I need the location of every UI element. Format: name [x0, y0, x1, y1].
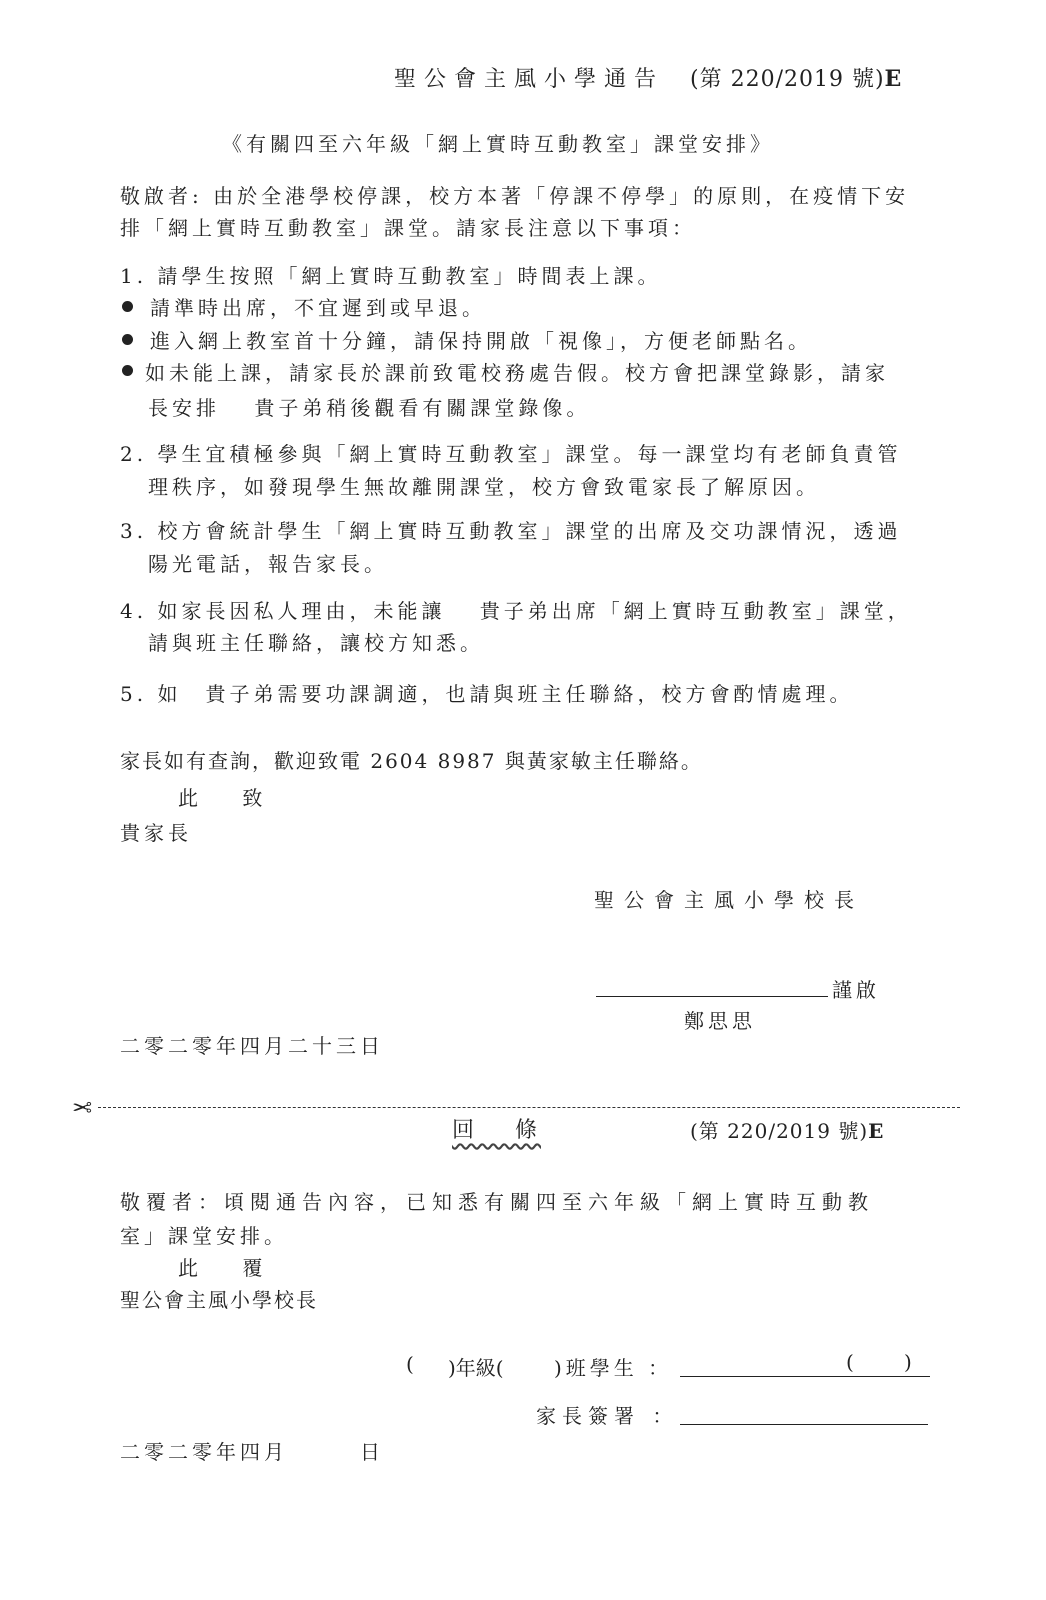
item-4-line-2: 請與班主任聯絡，讓校方知悉。 [148, 631, 484, 655]
item-3-line-1: 3. 校方會統計學生「網上實時互動教室」課堂的出席及交功課情況，透過 [120, 519, 902, 543]
reply-body-line-2: 室」課堂安排。 [120, 1224, 288, 1248]
closing-recipient: 貴家長 [120, 821, 192, 845]
scissors-icon: ✂ [72, 1094, 93, 1122]
item-1-bullet-2: 進入網上教室首十分鐘，請保持開啟「視像」，方便老師點名。 [150, 329, 812, 353]
principal-title: 聖公會主風小學校長 [594, 888, 864, 912]
notice-suffix: E [884, 66, 903, 92]
student-no-open-paren: ( [846, 1350, 854, 1374]
reply-date: 二零二零年四月 日 [120, 1440, 384, 1464]
class-field[interactable] [522, 1352, 552, 1376]
grade-label: )年級( [448, 1356, 504, 1380]
bullet-icon [122, 334, 133, 345]
parent-signature-line[interactable] [680, 1424, 928, 1425]
notice-date: 二零二零年四月二十三日 [120, 1034, 384, 1058]
reply-recipient: 聖公會主風小學校長 [120, 1288, 318, 1312]
intro-line-2: 排「網上實時互動教室」課堂。請家長注意以下事項： [120, 216, 696, 240]
reply-this-reply: 此 覆 [178, 1256, 269, 1280]
item-1: 1. 請學生按照「網上實時互動教室」時間表上課。 [120, 264, 662, 288]
bullet-icon [122, 365, 133, 376]
bullet-icon [122, 301, 133, 312]
reply-notice-suffix: E [868, 1119, 885, 1143]
closing-this-to: 此 致 [178, 786, 269, 810]
item-2-line-1: 2. 學生宜積極參與「網上實時互動教室」課堂。每一課堂均有老師負責管 [120, 442, 902, 466]
notice-number-text: (第 220/2019 號) [690, 67, 885, 92]
respectfully-label: 謹啟 [832, 978, 880, 1002]
item-1-bullet-1: 請準時出席，不宜遲到或早退。 [150, 296, 486, 320]
notice-subject: 《有關四至六年級「網上實時互動教室」課堂安排》 [222, 132, 774, 156]
intro-line-1: 敬啟者: 由於全港學校停課，校方本著「停課不停學」的原則，在疫情下安 [120, 184, 910, 208]
principal-name: 鄭思思 [684, 1009, 756, 1033]
student-no-close-paren: ) [904, 1350, 912, 1374]
notice-title: 聖公會主風小學通告 [394, 67, 665, 92]
reply-title-text: 回 條 [452, 1118, 541, 1143]
signature-line [596, 996, 828, 997]
item-5: 5. 如 貴子弟需要功課調適，也請與班主任聯絡，校方會酌情處理。 [120, 682, 854, 706]
grade-field[interactable] [418, 1352, 446, 1376]
item-1-bullet-3-line-1: 如未能上課，請家長於課前致電校務處告假。校方會把課堂錄影，請家 [145, 361, 889, 385]
cut-line [98, 1107, 960, 1108]
reply-notice-number [690, 1115, 884, 1144]
class-student-label: )班學生 ： [554, 1356, 673, 1380]
student-name-line[interactable] [680, 1376, 930, 1377]
item-3-line-2: 陽光電話，報告家長。 [148, 552, 388, 576]
reply-notice-number-text: (第 220/2019 號) [690, 1119, 869, 1143]
reply-title [452, 1113, 541, 1144]
item-1-bullet-3-line-2: 長安排 貴子弟稍後觀看有關課堂錄像。 [148, 396, 591, 420]
parent-signature-label: 家長簽署 ： [536, 1404, 679, 1428]
grade-open-paren: ( [406, 1352, 414, 1376]
enquiry-text: 家長如有查詢，歡迎致電 2604 8987 與黃家敏主任聯絡。 [120, 749, 703, 773]
reply-body-line-1: 敬覆者：頃閱通告內容，已知悉有關四至六年級「網上實時互動教 [120, 1190, 874, 1214]
item-2-line-2: 理秩序，如發現學生無故離開課堂，校方會致電家長了解原因。 [148, 475, 820, 499]
item-4-line-1: 4. 如家長因私人理由，未能讓 貴子弟出席「網上實時互動教室」課堂， [120, 599, 912, 623]
notice-number [690, 62, 902, 93]
